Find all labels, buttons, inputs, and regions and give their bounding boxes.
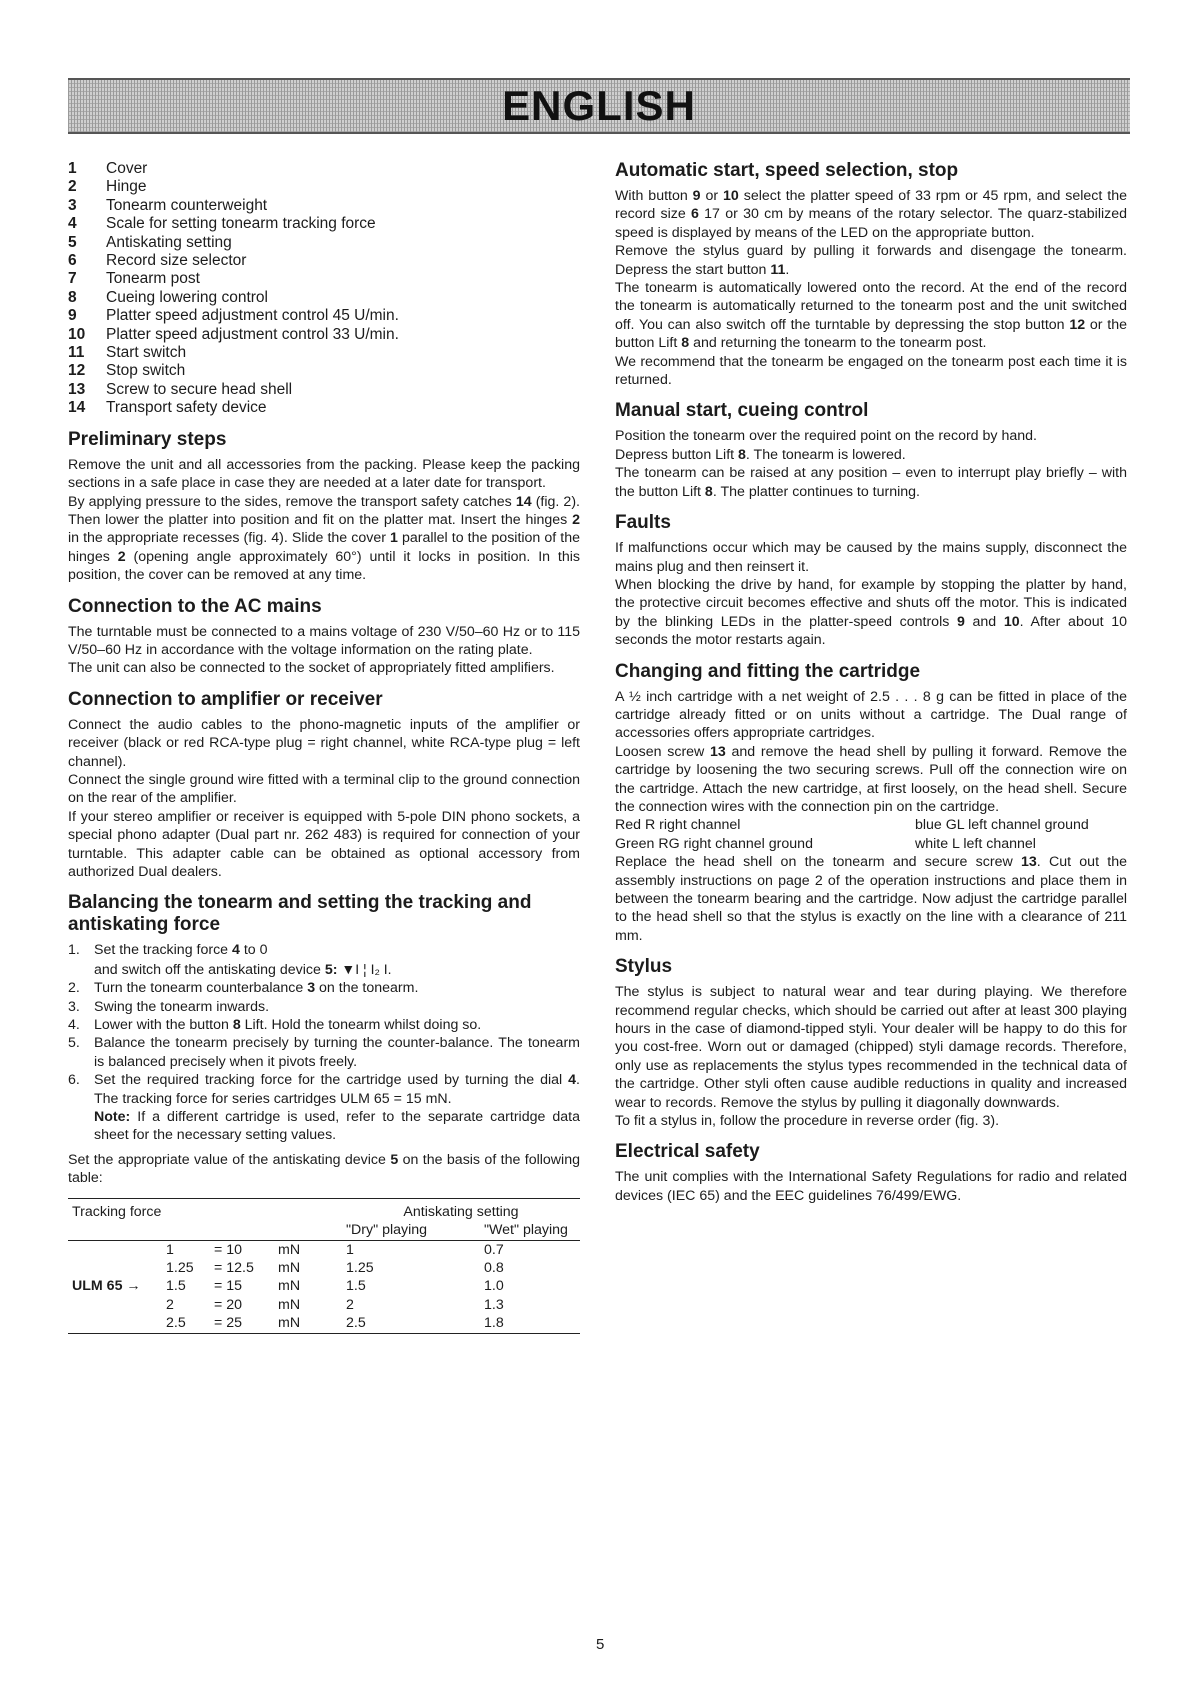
wire-red: Red R right channel	[615, 817, 741, 834]
faults-heading: Faults	[615, 512, 671, 534]
list-item: 9 Platter speed adjustment control 45 U/min.	[68, 307, 399, 325]
preliminary-text: By applying pressure to the sides, remove the transport safety catches 14 (fig. 2). Then lower the platter into position and fit on the platter mat. Insert the hinges 2 in the appropriate recesses (fig. 4). Slide the cover 1 parallel to the position of the hinges 2 (opening angle approximately 60°) until it locks in position. In this position, the cover can be removed at any time.	[68, 493, 581, 584]
step-item: 1. Set the tracking force 4 to 0 and switch off the antiskating device 5: ▼I ¦ I₂ I.	[68, 942, 392, 978]
table-row: ULM 65 → 1.5 = 15 mN 1.5 1.0	[72, 1278, 504, 1295]
table-row: 1.25 = 12.5 mN 1.25 0.8	[166, 1259, 504, 1276]
manual-start-text: Depress button Lift 8. The tonearm is lowered.	[615, 446, 906, 463]
cartridge-heading: Changing and fitting the cartridge	[615, 660, 921, 682]
wire-blue: blue GL left channel ground	[915, 817, 1089, 834]
wire-green: Green RG right channel ground	[615, 835, 813, 852]
ac-mains-heading: Connection to the AC mains	[68, 595, 322, 617]
ac-mains-text: The unit can also be connected to the socket of appropriately fitted amplifiers.	[68, 660, 555, 677]
preliminary-heading: Preliminary steps	[68, 428, 227, 450]
stylus-heading: Stylus	[615, 956, 673, 978]
manual-start-text: Position the tonearm over the required point on the record by hand.	[615, 428, 1037, 445]
list-item: 2 Hinge	[68, 178, 147, 196]
auto-start-text: With button 9 or 10 select the platter speed of 33 rpm or 45 rpm, and select the record size 6 17 or 30 cm by means of the rotary selector. The quarz-stabilized speed is displayed by means of the LED on the appropriate button.	[615, 188, 1128, 241]
auto-start-text: The tonearm is automatically lowered onto the record. At the end of the record the tonearm is automatically returned to the tonearm post and the unit switched off. You can also switch off the turntable by depressing the stop button 12 or the button Lift 8 and returning the tonearm to the tonearm post.	[615, 280, 1127, 352]
stylus-text: The stylus is subject to natural wear and tear during playing. We therefore recommend regular checks, which should be carried out after at least 300 playing hours in the case of diamond-tipped styli. Your dealer will be happy to do this for you cost-free. Worn out or damaged (chipped) styli damage records. Therefore, only use as replacements the stylus types recommended in the technical data of the cartridge. Other styli often cause audible reductions in quality and increased wear to records. Remove the stylus by pulling it diagonally downwards.	[615, 984, 1127, 1111]
table-row: 2.5 = 25 mN 2.5 1.8	[68, 1314, 580, 1333]
col-dry: "Dry" playing	[342, 1221, 480, 1240]
banner-title: ENGLISH	[502, 82, 696, 129]
list-item: 6 Record size selector	[68, 252, 247, 270]
manual-start-heading: Manual start, cueing control	[615, 400, 869, 422]
amplifier-heading: Connection to amplifier or receiver	[68, 688, 383, 710]
amplifier-text: If your stereo amplifier or receiver is equipped with 5-pole DIN phono sockets, a special phono adapter (Dual part nr. 262 483) is required for connection of your turntable. This adapter cable can be obtained as optional accessory from authorized Dual dealers.	[68, 808, 580, 880]
list-item: 11 Start switch	[68, 344, 187, 362]
balancing-heading: Balancing the tonearm and setting the tracking and antiskating force	[68, 892, 532, 936]
list-item: 7 Tonearm post	[68, 270, 200, 288]
right-column	[615, 160, 1127, 1205]
step-item: 3. Swing the tonearm inwards.	[68, 998, 270, 1015]
list-item: 10 Platter speed adjustment control 33 U/min.	[68, 325, 399, 343]
cartridge-text: A ½ inch cartridge with a net weight of 2.5 . . . 8 g can be fitted in place of the cartridge already fitted or on units without a cartridge. The Dual range of accessories offers appropriate cartridges.	[615, 688, 1127, 742]
list-item: 4 Scale for setting tonearm tracking force	[68, 215, 376, 233]
antiskating-intro: Set the appropriate value of the antiskating device 5 on the basis of the following table:	[68, 1151, 580, 1187]
list-item: 1 Cover	[68, 160, 148, 177]
wire-white: white L left channel	[915, 835, 1036, 852]
list-item: 3 Tonearm counterweight	[68, 196, 268, 214]
amplifier-text: Connect the audio cables to the phono-magnetic inputs of the amplifier or receiver (black or red RCA-type plug = right channel, white RCA-type plug = left channel).	[68, 716, 580, 770]
table-row: 1 = 10 mN 1 0.7	[166, 1241, 504, 1258]
electrical-safety-heading: Electrical safety	[615, 1141, 760, 1163]
auto-start-heading: Automatic start, speed selection, stop	[615, 160, 959, 181]
auto-start-text: We recommend that the tonearm be engaged on the tonearm post each time it is returned.	[615, 353, 1127, 389]
list-item: 14 Transport safety device	[68, 399, 267, 417]
balancing-steps	[68, 941, 580, 1144]
auto-start-text: Remove the stylus guard by pulling it forwards and disengage the tonearm. Depress the start button 11.	[615, 243, 1127, 278]
amplifier-text: Connect the single ground wire fitted with a terminal clip to the ground connection on the rear of the amplifier.	[68, 771, 580, 807]
list-item: 13 Screw to secure head shell	[68, 380, 293, 398]
step-item: 5. Balance the tonearm precisely by turning the counter-balance. The tonearm is balanced precisely when it pivots freely.	[68, 1035, 580, 1070]
manual-start-text: The tonearm can be raised at any position – even to interrupt play briefly – with the button Lift 8. The platter continues to turning.	[615, 465, 1127, 500]
page-number: 5	[596, 1636, 605, 1653]
ac-mains-text: The turntable must be connected to a mains voltage of 230 V/50–60 Hz or to 115 V/50–60 Hz in accordance with the voltage information on the rating plate.	[68, 623, 580, 658]
tracking-force-table	[68, 1198, 580, 1334]
col-antiskating: Antiskating setting	[342, 1198, 580, 1221]
faults-text: When blocking the drive by hand, for example by stopping the platter by hand, the protective circuit becomes effective and shuts off the motor. This is indicated by the blinking LEDs in the platter-speed controls 9 and 10. After about 10 seconds the motor restarts again.	[615, 576, 1127, 649]
col-tracking-force: Tracking force	[68, 1198, 342, 1221]
left-column	[68, 160, 580, 1334]
parts-list	[68, 160, 580, 418]
wire-color-table	[615, 816, 1127, 853]
list-item: 8 Cueing lowering control	[68, 288, 268, 306]
list-item: 12 Stop switch	[68, 362, 186, 380]
language-banner	[68, 78, 1130, 134]
step-item: 6. Set the required tracking force for the cartridge used by turning the dial 4. The tracking force for series cartridges ULM 65 = 15 mN. Note: If a different cartridge is used, refer to the separate cartridge data sheet for the necessary setting values.	[68, 1072, 580, 1144]
step-item: 2. Turn the tonearm counterbalance 3 on the tonearm.	[68, 980, 419, 997]
antiskating-symbol: ▼I ¦ I₂ I.	[341, 960, 392, 977]
table-row: 2 = 20 mN 2 1.3	[166, 1296, 504, 1313]
electrical-safety-text: The unit complies with the International Safety Regulations for radio and related devices (IEC 65) and the EEC guidelines 76/499/EWG.	[615, 1169, 1127, 1204]
cartridge-text: Loosen screw 13 and remove the head shell by pulling it forward. Remove the cartridge by loosening the two securing screws. Pull off the connection wire on the cartridge. Attach the new cartridge, at first loosely, on the head shell. Secure the connection wires with the connection pin on the cartridge.	[615, 743, 1127, 815]
faults-text: If malfunctions occur which may be caused by the mains supply, disconnect the mains plug and then reinsert it.	[615, 540, 1127, 575]
cartridge-text: Replace the head shell on the tonearm and secure screw 13. Cut out the assembly instructions on page 2 of the operation instructions and place them in between the tonearm bearing and the cartridge. Now adjust the cartridge parallel to the head shell so that the stylus is exactly on the line with a clearance of 211 mm.	[615, 854, 1127, 944]
step-item: 4. Lower with the button 8 Lift. Hold the tonearm whilst doing so.	[68, 1017, 482, 1034]
col-wet: "Wet" playing	[480, 1221, 580, 1240]
stylus-text: To fit a stylus in, follow the procedure in reverse order (fig. 3).	[615, 1113, 1000, 1130]
preliminary-text: Remove the unit and all accessories from the packing. Please keep the packing sections in a safe place in case they are needed at a later date for transport.	[68, 456, 580, 492]
list-item: 5 Antiskating setting	[68, 233, 232, 251]
